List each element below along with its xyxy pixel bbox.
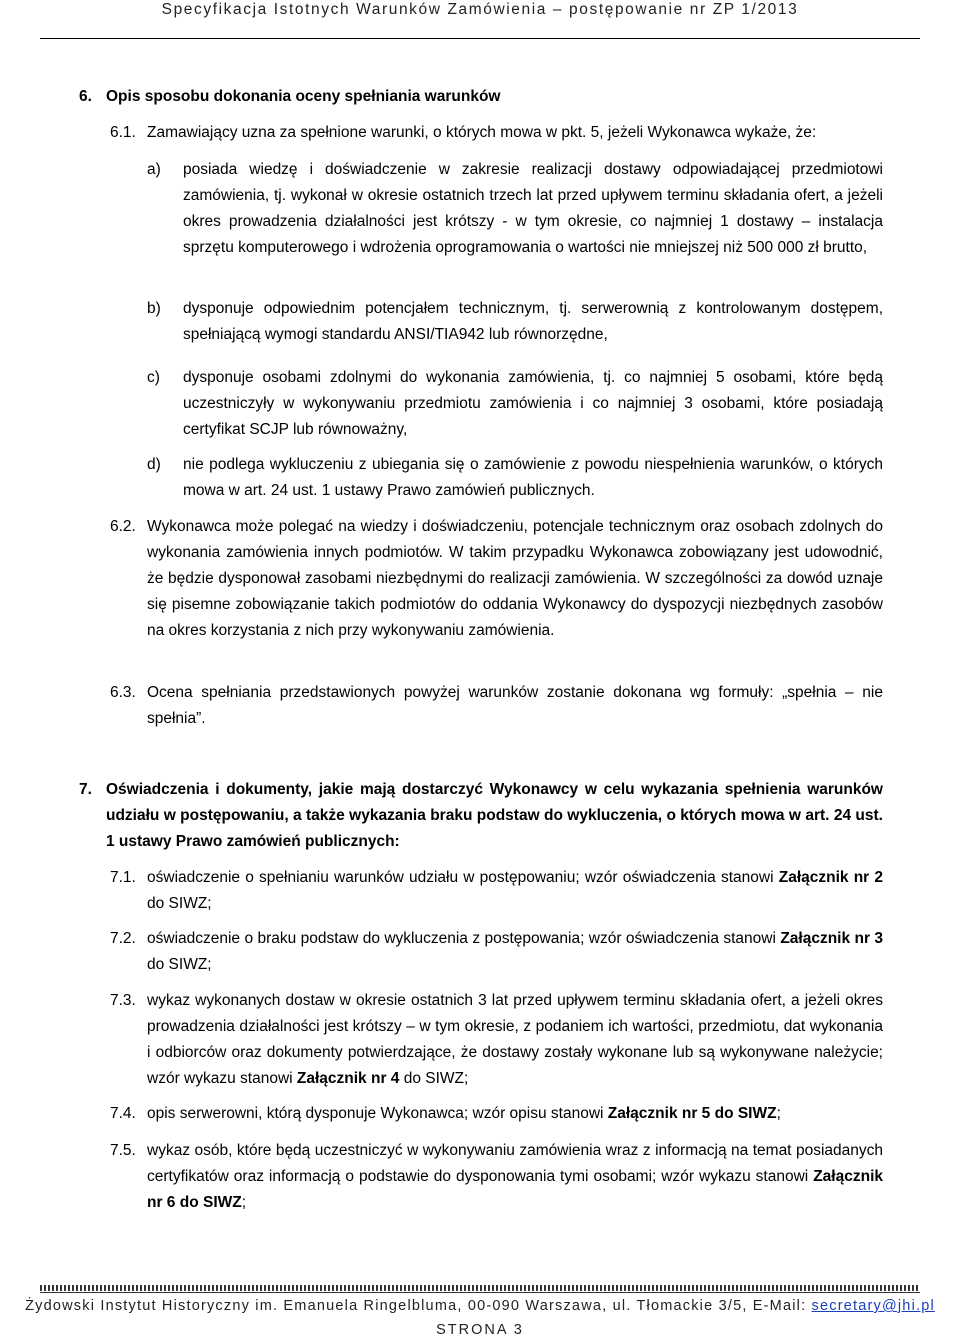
item-d-label: d) — [147, 456, 161, 473]
item-b-label: b) — [147, 300, 161, 317]
page-footer — [0, 1296, 960, 1316]
point-7-1-attachment: Załącznik nr 2 — [778, 869, 884, 886]
footer-rule — [40, 1285, 920, 1291]
item-c-label: c) — [147, 369, 160, 386]
item-c-text: dysponuje osobami zdolnymi do wykonania zamówienia, tj. co najmniej 5 osobami, które będą uczestniczyły w wykonywaniu przedmiotu zamówienia i co najmniej 3 osobami, które posiadają certyfikat SCJP lub równoważny, — [183, 369, 883, 438]
point-7-3-number: 7.3. — [110, 992, 136, 1009]
section-6-number: 6. — [79, 88, 92, 105]
point-7-3-body: wykaz wykonanych dostaw w okresie ostatnich 3 lat przed upływem terminu składania ofert, a jeżeli okres prowadzenia działalności jest krótszy – w tym okresie, z podaniem ich wartości, przedmiotu, dat wykonania i odbiorców oraz dokumenty potwierdzające, że dostawy zostały wykonane lub są wykonywane należycie; wzór wykazu stanowi — [147, 992, 883, 1087]
point-7-4-body: opis serwerowni, którą dysponuje Wykonawca; wzór opisu stanowi — [147, 1105, 604, 1122]
point-6-2-number: 6.2. — [110, 518, 136, 535]
point-7-5-tail: ; — [241, 1194, 247, 1211]
point-6-2-text: Wykonawca może polegać na wiedzy i doświadczeniu, potencjale technicznym oraz osobach zdolnych do wykonania zamówienia innych podmiotów. W takim przypadku Wykonawca zobowiązany jest udowodnić, że będzie dysponował zasobami niezbędnymi do realizacji zamówienia. W szczególności za dowód uznaje się pisemne zobowiązanie takich podmiotów do oddania Wykonawcy do dyspozycji niezbędnych zasobów na okres korzystania z nich przy wykonywaniu zamówienia. — [147, 518, 883, 639]
footer-email-link[interactable]: secretary@jhi.pl — [811, 1298, 935, 1314]
point-7-5-number: 7.5. — [110, 1142, 136, 1159]
point-7-5-text — [147, 1138, 883, 1216]
item-d-text: nie podlega wykluczeniu z ubiegania się o zamówienie z powodu niespełnienia warunków, o których mowa w art. 24 ust. 1 ustawy Prawo zamówień publicznych. — [183, 456, 883, 499]
section-6-title: Opis sposobu dokonania oceny spełniania warunków — [106, 88, 501, 105]
point-7-5-attachment: Załącznik nr 6 do SIWZ — [147, 1168, 883, 1211]
footer-address: Żydowski Instytut Historyczny im. Emanuela Ringelbluma, 00-090 Warszawa, ul. Tłomackie 3/5, E-Mail: — [25, 1298, 812, 1314]
section-7-title: Oświadczenia i dokumenty, jakie mają dostarczyć Wykonawcy w celu wykazania spełnienia warunków udziału w postępowaniu, a także wykazania braku podstaw do wykluczenia, o których mowa w art. 24 ust. 1 ustawy Prawo zamówień publicznych: — [106, 781, 883, 850]
section-7-number: 7. — [79, 781, 92, 798]
point-7-4-number: 7.4. — [110, 1105, 136, 1122]
item-b-text: dysponuje odpowiednim potencjałem technicznym, tj. serwerownią z kontrolowanym dostępem, spełniającą wymogi standardu ANSI/TIA942 lub równorzędne, — [183, 300, 883, 343]
point-6-3-number: 6.3. — [110, 684, 136, 701]
point-7-1-body: oświadczenie o spełnianiu warunków udziału w postępowaniu; wzór oświadczenia stanowi — [147, 869, 774, 886]
point-6-1-number: 6.1. — [110, 124, 136, 141]
page-number: STRONA 3 — [436, 1322, 524, 1338]
point-7-3-text — [147, 988, 883, 1092]
point-7-3-tail: do SIWZ; — [399, 1070, 469, 1087]
point-7-2-tail: do SIWZ; — [147, 956, 212, 973]
page-header: Specyfikacja Istotnych Warunków Zamówienia – postępowanie nr ZP 1/2013 — [161, 1, 799, 18]
point-6-3-text: Ocena spełniania przedstawionych powyżej warunków zostanie dokonana wg formuły: „spełnia – nie spełnia”. — [147, 684, 883, 727]
point-7-5-body: wykaz osób, które będą uczestniczyć w wykonywaniu zamówienia wraz z informacją na temat posiadanych certyfikatów oraz informacją o podstawie do dysponowania tymi osobami; wzór wykazu stanowi — [147, 1142, 883, 1185]
item-a-label: a) — [147, 161, 161, 178]
point-7-1-tail: do SIWZ; — [147, 895, 212, 912]
point-7-2-body: oświadczenie o braku podstaw do wykluczenia z postępowania; wzór oświadczenia stanowi — [147, 930, 776, 947]
header-rule — [40, 38, 920, 39]
point-7-1-text — [147, 865, 883, 917]
point-7-4-attachment: Załącznik nr 5 do SIWZ — [607, 1105, 777, 1122]
point-7-2-attachment: Załącznik nr 3 — [780, 930, 883, 947]
item-a-text: posiada wiedzę i doświadczenie w zakresie realizacji dostawy odpowiadającej przedmiotowi zamówienia, tj. wykonał w okresie ostatnich trzech lat przed upływem terminu składania ofert, a jeżeli okres prowadzenia działalności jest krótszy - w tym okresie, co najmniej 1 dostawy – instalacja sprzętu komputerowego i wdrożenia oprogramowania o wartości nie mniejszej niż 500 000 zł brutto, — [183, 161, 883, 256]
point-7-4-tail: ; — [776, 1105, 781, 1122]
point-6-1-text: Zamawiający uzna za spełnione warunki, o których mowa w pkt. 5, jeżeli Wykonawca wykaże, że: — [147, 124, 817, 141]
footer-rule-line — [40, 1292, 920, 1293]
point-7-4-text — [147, 1101, 883, 1127]
point-7-2-number: 7.2. — [110, 930, 136, 947]
point-7-3-attachment: Załącznik nr 4 — [296, 1070, 400, 1087]
point-7-1-number: 7.1. — [110, 869, 136, 886]
point-7-2-text — [147, 926, 883, 978]
